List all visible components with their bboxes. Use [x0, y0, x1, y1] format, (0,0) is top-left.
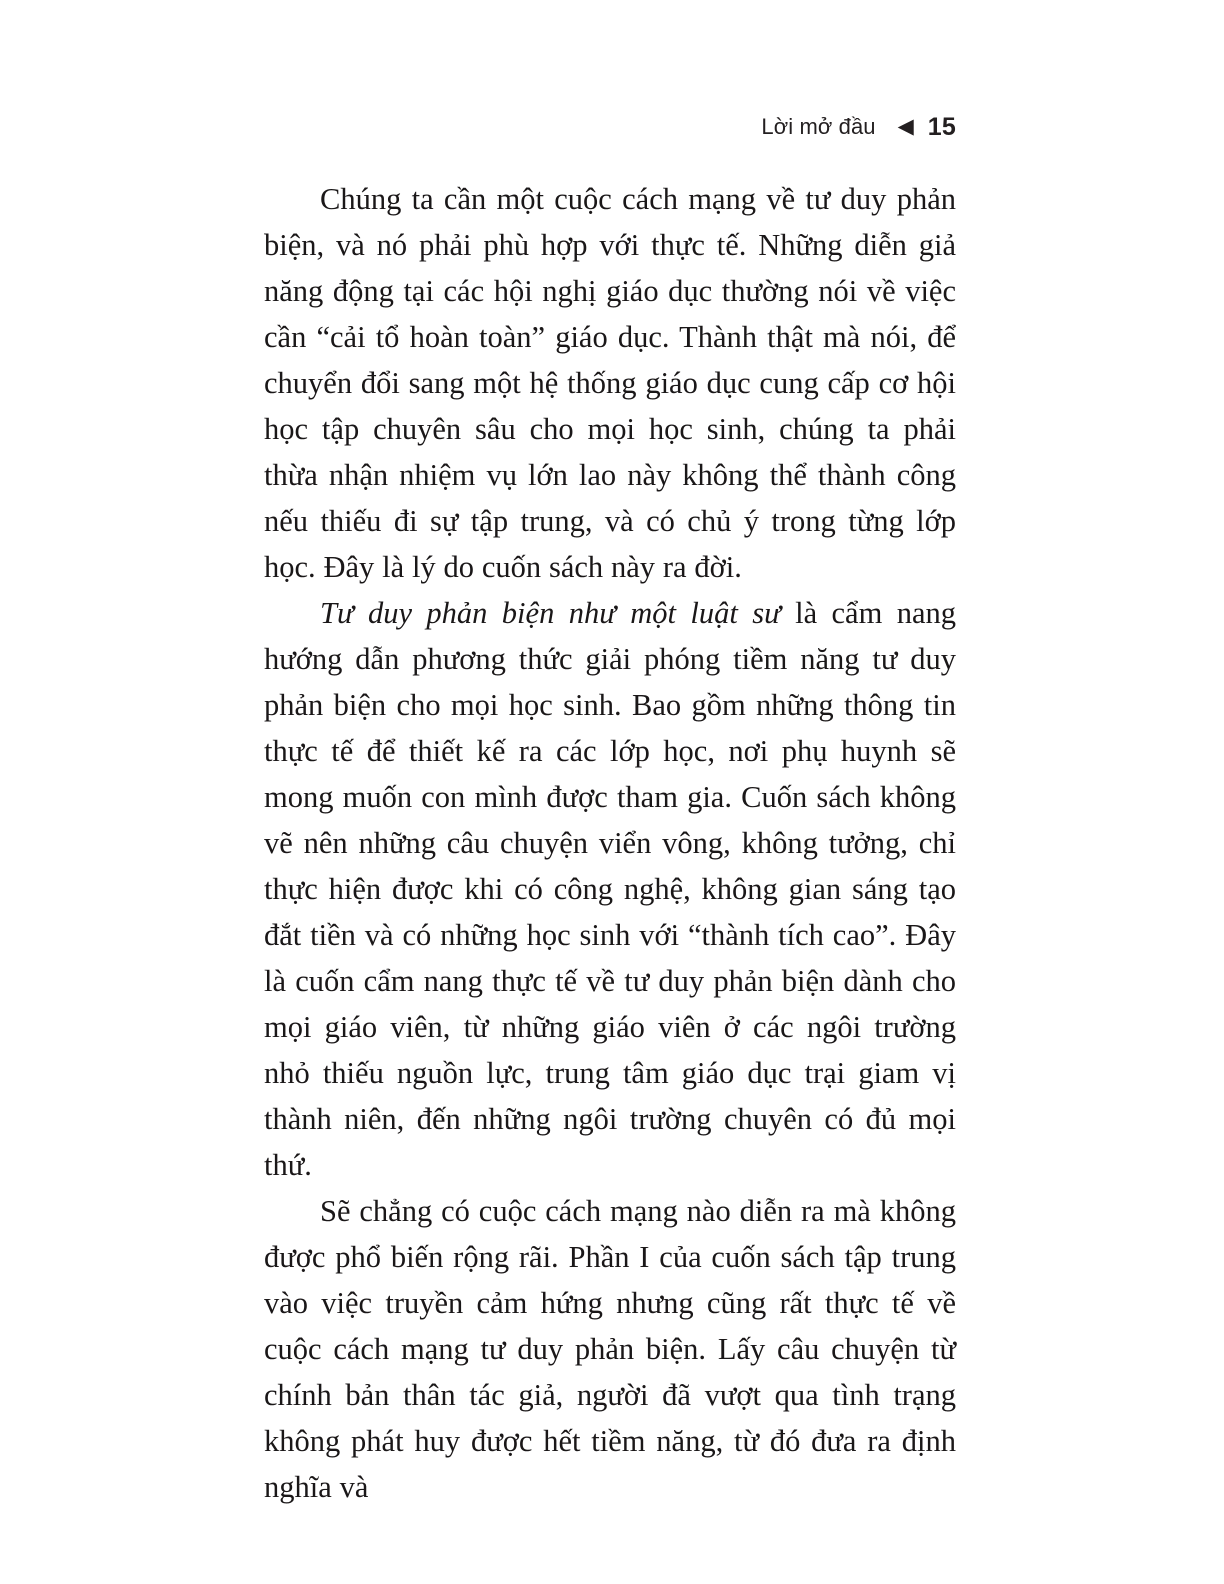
paragraph-2 [264, 590, 956, 1188]
paragraph-2-text: là cẩm nang hướng dẫn phương thức giải phóng tiềm năng tư duy phản biện cho mọi học sinh. Bao gồm những thông tin thực tế để thiết kế ra các lớp học, nơi phụ huynh sẽ mong muốn con mình được tham gia. Cuốn sách không vẽ nên những câu chuyện viển vông, không tưởng, chỉ thực hiện được khi có công nghệ, không gian sáng tạo đắt tiền và có những học sinh với “thành tích cao”. Đây là cuốn cẩm nang thực tế về tư duy phản biện dành cho mọi giáo viên, từ những giáo viên ở các ngôi trường nhỏ thiếu nguồn lực, trung tâm giáo dục trại giam vị thành niên, đến những ngôi trường chuyên có đủ mọi thứ. [264, 596, 956, 1182]
running-head [761, 112, 956, 142]
book-title-italic: Tư duy phản biện như một luật sư [320, 596, 781, 630]
body-text-block [264, 176, 956, 1510]
left-triangle-icon: ◀ [897, 113, 914, 138]
paragraph-1: Chúng ta cần một cuộc cách mạng về tư duy phản biện, và nó phải phù hợp với thực tế. Những diễn giả năng động tại các hội nghị giáo dục thường nói về việc cần “cải tổ hoàn toàn” giáo dục. Thành thật mà nói, để chuyển đổi sang một hệ thống giáo dục cung cấp cơ hội học tập chuyên sâu cho mọi học sinh, chúng ta phải thừa nhận nhiệm vụ lớn lao này không thể thành công nếu thiếu đi sự tập trung, và có chủ ý trong từng lớp học. Đây là lý do cuốn sách này ra đời. [264, 182, 956, 584]
running-head-title: Lời mở đầu [761, 114, 876, 139]
page-number: 15 [927, 112, 956, 141]
paragraph-3: Sẽ chẳng có cuộc cách mạng nào diễn ra mà không được phổ biến rộng rãi. Phần I của cuốn sách tập trung vào việc truyền cảm hứng nhưng cũng rất thực tế về cuộc cách mạng tư duy phản biện. Lấy câu chuyện từ chính bản thân tác giả, người đã vượt qua tình trạng không phát huy được hết tiềm năng, từ đó đưa ra định nghĩa và [264, 1194, 956, 1504]
